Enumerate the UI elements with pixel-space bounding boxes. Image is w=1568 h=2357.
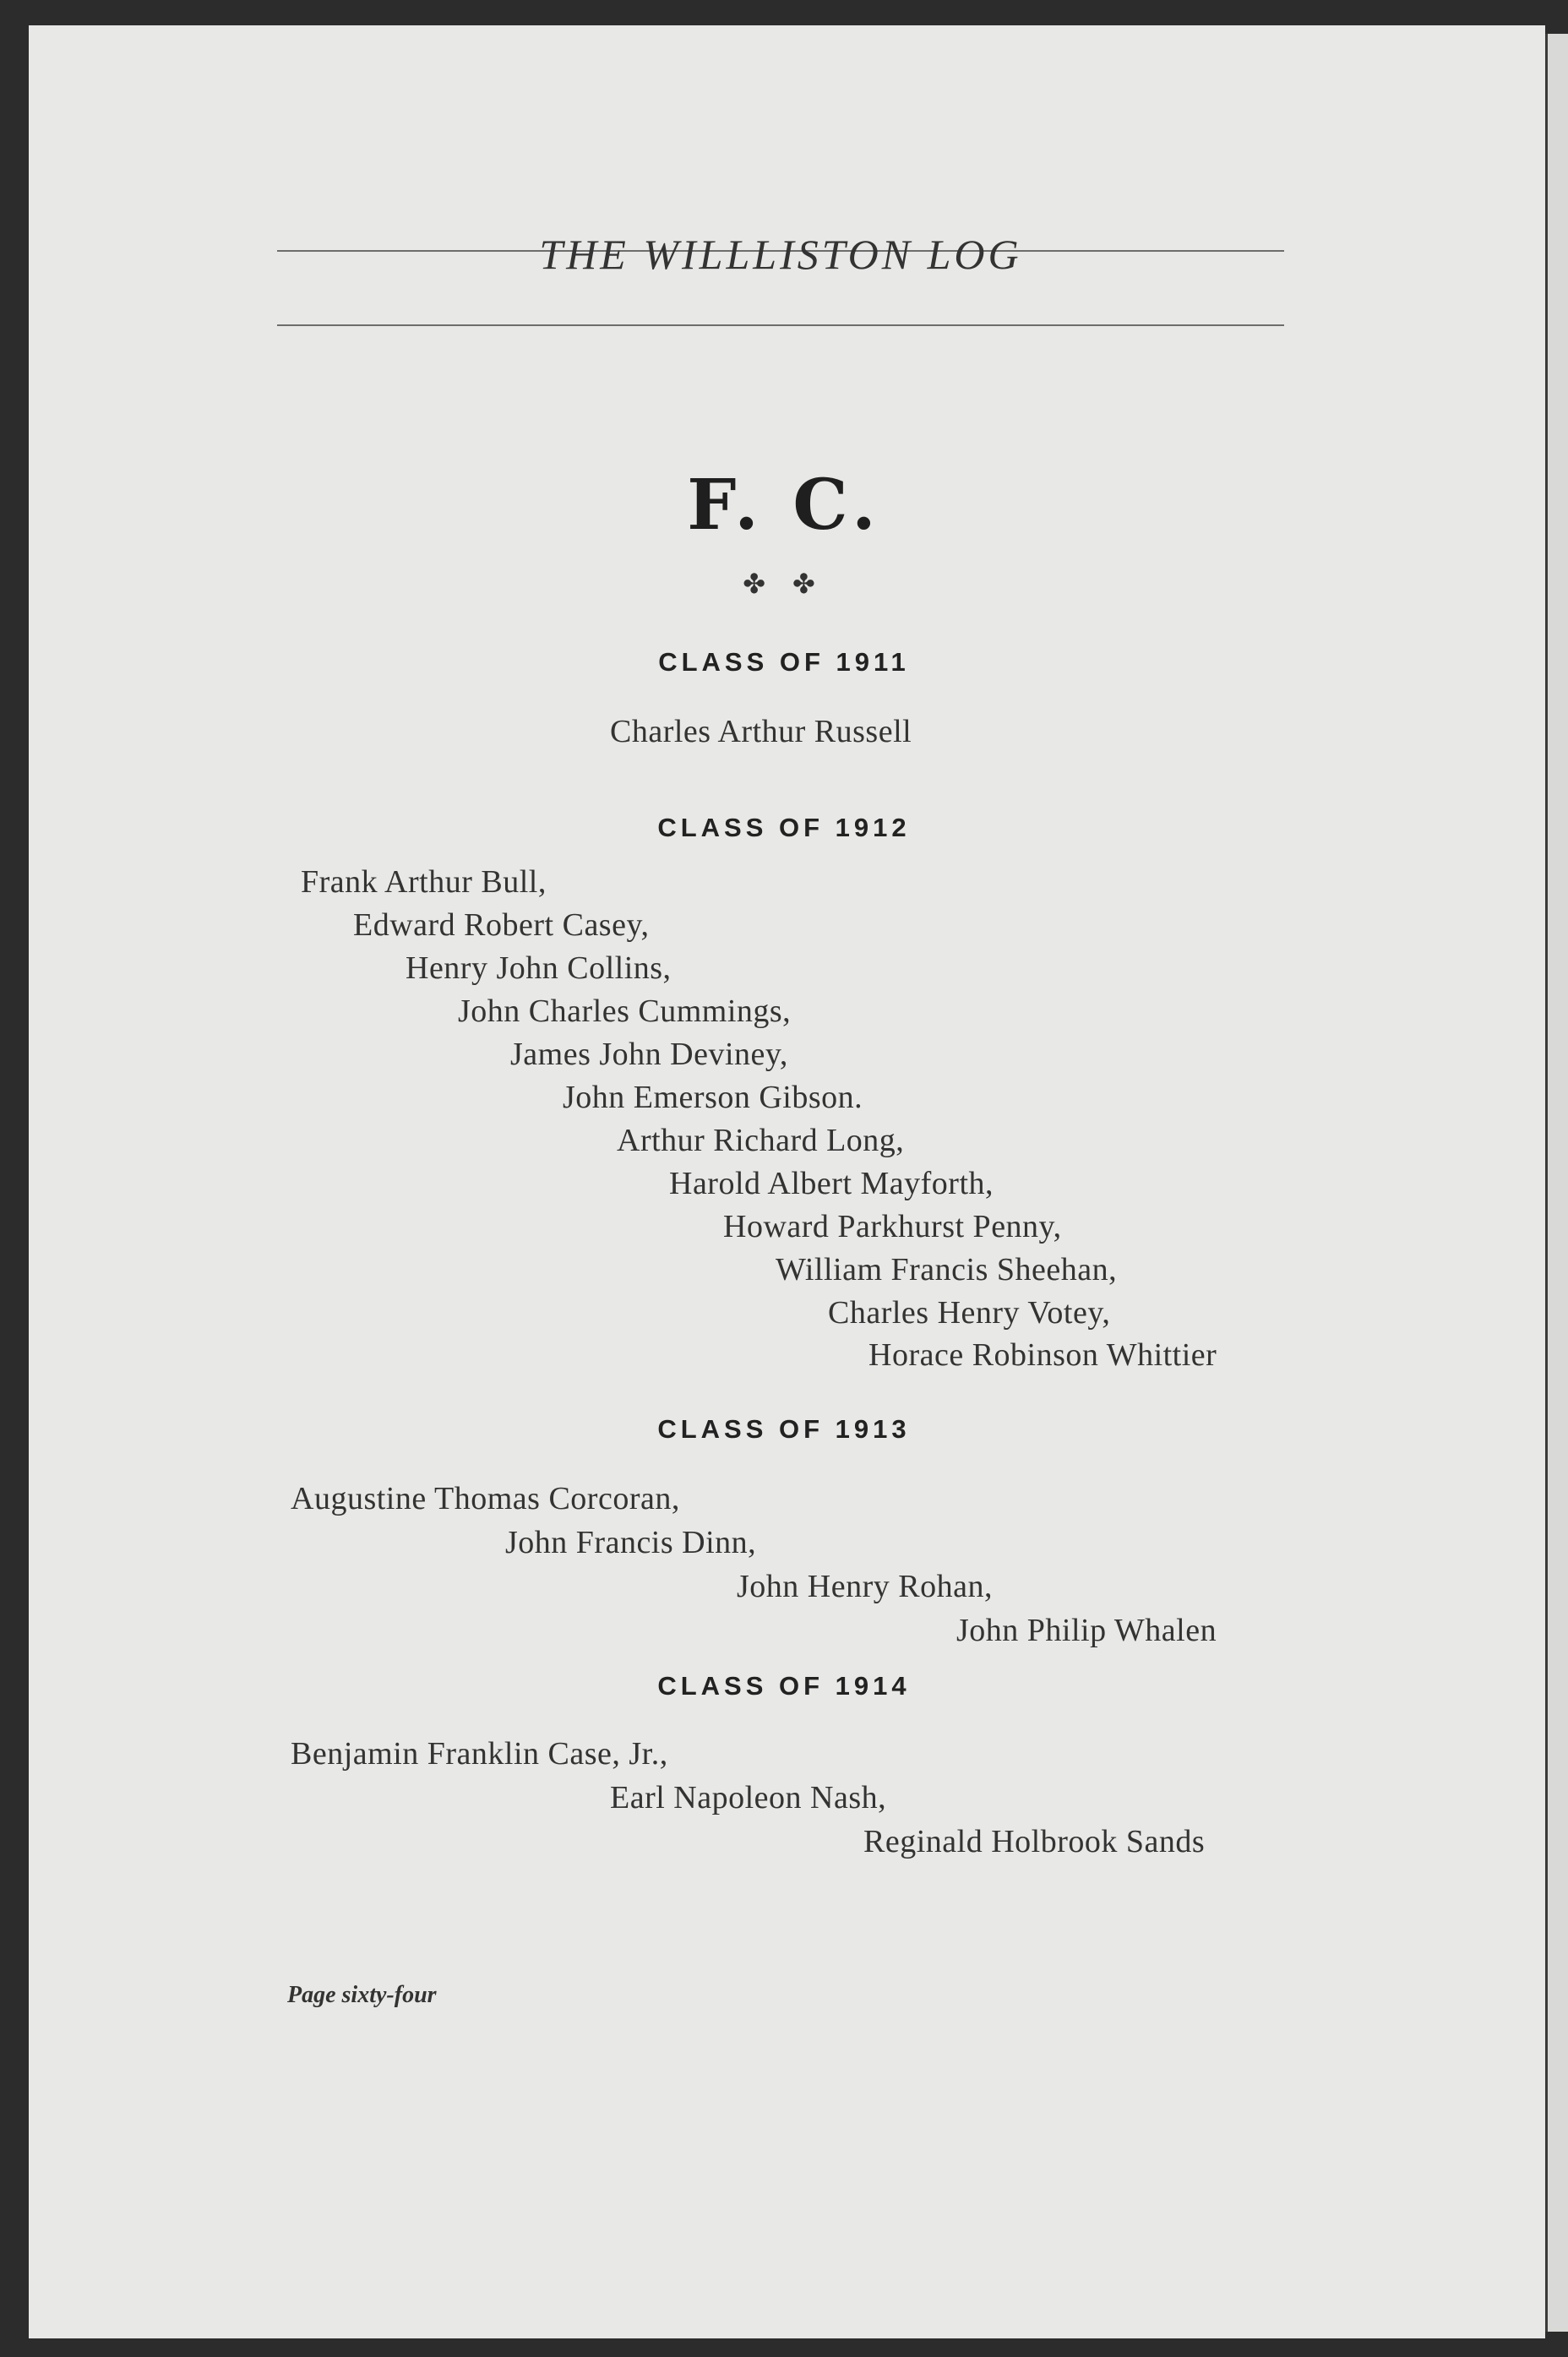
- ornament: ✤ ✤: [743, 569, 825, 599]
- page-number: Page sixty-four: [287, 1982, 437, 2008]
- member-name: Edward Robert Casey,: [353, 907, 650, 943]
- member-name: John Emerson Gibson.: [563, 1080, 863, 1115]
- member-name: John Henry Rohan,: [737, 1569, 993, 1604]
- page-edge: [1545, 34, 1568, 2332]
- member-name: Howard Parkhurst Penny,: [723, 1209, 1062, 1244]
- member-name: Horace Robinson Whittier: [868, 1337, 1217, 1373]
- running-header: THE WILLLISTON LOG: [539, 231, 1022, 278]
- member-name: Arthur Richard Long,: [617, 1123, 905, 1158]
- member-name: Augustine Thomas Corcoran,: [291, 1481, 680, 1516]
- member-name: Benjamin Franklin Case, Jr.,: [291, 1736, 668, 1772]
- class-heading-1911: CLASS OF 1911: [658, 647, 910, 677]
- member-name: William Francis Sheehan,: [776, 1252, 1118, 1287]
- class-heading-1912: CLASS OF 1912: [657, 813, 911, 842]
- member-name: John Philip Whalen: [956, 1613, 1217, 1648]
- member-name: John Francis Dinn,: [505, 1525, 757, 1560]
- member-name: Reginald Holbrook Sands: [863, 1824, 1206, 1859]
- member-name: Frank Arthur Bull,: [301, 864, 547, 900]
- member-name: Charles Arthur Russell: [610, 714, 912, 749]
- member-name: Earl Napoleon Nash,: [610, 1780, 887, 1815]
- member-name: Harold Albert Mayforth,: [669, 1166, 994, 1201]
- header-bottom-rule: [277, 324, 1284, 326]
- class-heading-1913: CLASS OF 1913: [657, 1414, 911, 1444]
- member-name: Charles Henry Votey,: [828, 1295, 1111, 1331]
- member-name: John Charles Cummings,: [458, 993, 792, 1029]
- fraternity-monogram: F. C.: [687, 465, 881, 546]
- member-name: Henry John Collins,: [406, 950, 672, 986]
- member-name: James John Deviney,: [510, 1037, 788, 1072]
- class-heading-1914: CLASS OF 1914: [657, 1671, 911, 1701]
